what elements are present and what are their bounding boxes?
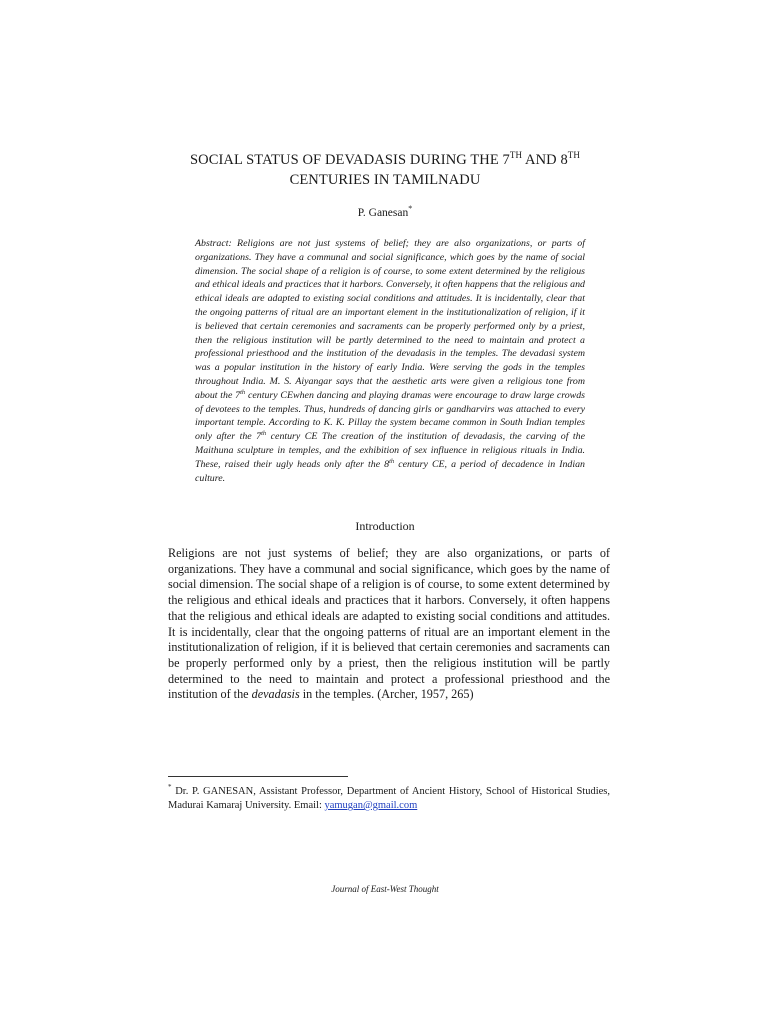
abstract: Abstract: Religions are not just systems of belief; they are also organizations, or parts of organizations. They have a communal and social significance, which goes by the name of social dimension. The social shape of a religion is of course, to some extent determined by the religious and ethical ideals and practices that it harbors. Conversely, it often happens that the religious and ethical ideals are adapted to existing social conditions and attitudes. It is incidentally, clear that the ongoing patterns of ritual are an important element in the institutionalization of religion, if it is believed that certain ceremonies and sacraments can be properly performed only by a priest, then the religious institution will be partly determined to the need to maintain and protect a professional priesthood and the institution of the devadasis in the temples. The devadasi system was a popular institution in the history of early India. Were serving the gods in the temples throughout India. M. S. Aiyangar says that the aesthetic arts were given a religious tone from about the 7th century CEwhen dancing and playing dramas were encourage to draw large crowds of devotees to the temples. Thus, hundreds of dancing girls or gandharvirs was attached to every important temple. According to K. K. Pillay the system became common in South Indian temples only after the 7th century CE The creation of the institution of devadasis, the carving of the Maithuna sculpture in temples, and the exhibition of sex influence in religious rituals in India. These, raised their ugly heads only after the 8th century CE, a period of decadence in Indian culture. (195, 238, 586, 484)
footnote: * Dr. P. GANESAN, Assistant Professor, Department of Ancient History, School of Historical Studies, Madurai Kamaraj University. Email: yamugan@gmail.com (168, 783, 610, 811)
paper-title (150, 150, 620, 190)
introduction-paragraph: Religions are not just systems of belief; they are also organizations, or parts of organizations. They have a communal and social significance, which goes by the name of social dimension. The social shape of a religion is of course, to some extent determined by the religious and ethical ideals and practices that it harbors. Conversely, it often happens that the religious and ethical ideals are adapted to existing social conditions and attitudes. It is incidentally, clear that the ongoing patterns of ritual are an important element in the institutionalization of religion, if it is believed that certain ceremonies and sacraments can be properly performed only by a priest, then the religious institution will be partly determined to the need to maintain and protect a professional priesthood and the institution of the devadasis in the temples. (Archer, 1957, 265) (168, 546, 610, 702)
author-footnote-mark: * (408, 204, 413, 213)
email-link[interactable]: yamugan@gmail.com (324, 800, 418, 811)
journal-footer: Journal of East-West Thought (331, 884, 439, 894)
title-line-1: SOCIAL STATUS OF DEVADASIS DURING THE 7TH AND 8TH (189, 150, 580, 168)
author-line (0, 204, 770, 219)
title-line-2: CENTURIES IN TAMILNADU (289, 172, 481, 188)
footnote-divider (168, 776, 348, 777)
footnote-mark: * (168, 783, 172, 791)
author-name: P. Ganesan (357, 207, 409, 219)
introduction-heading: Introduction (355, 519, 415, 533)
